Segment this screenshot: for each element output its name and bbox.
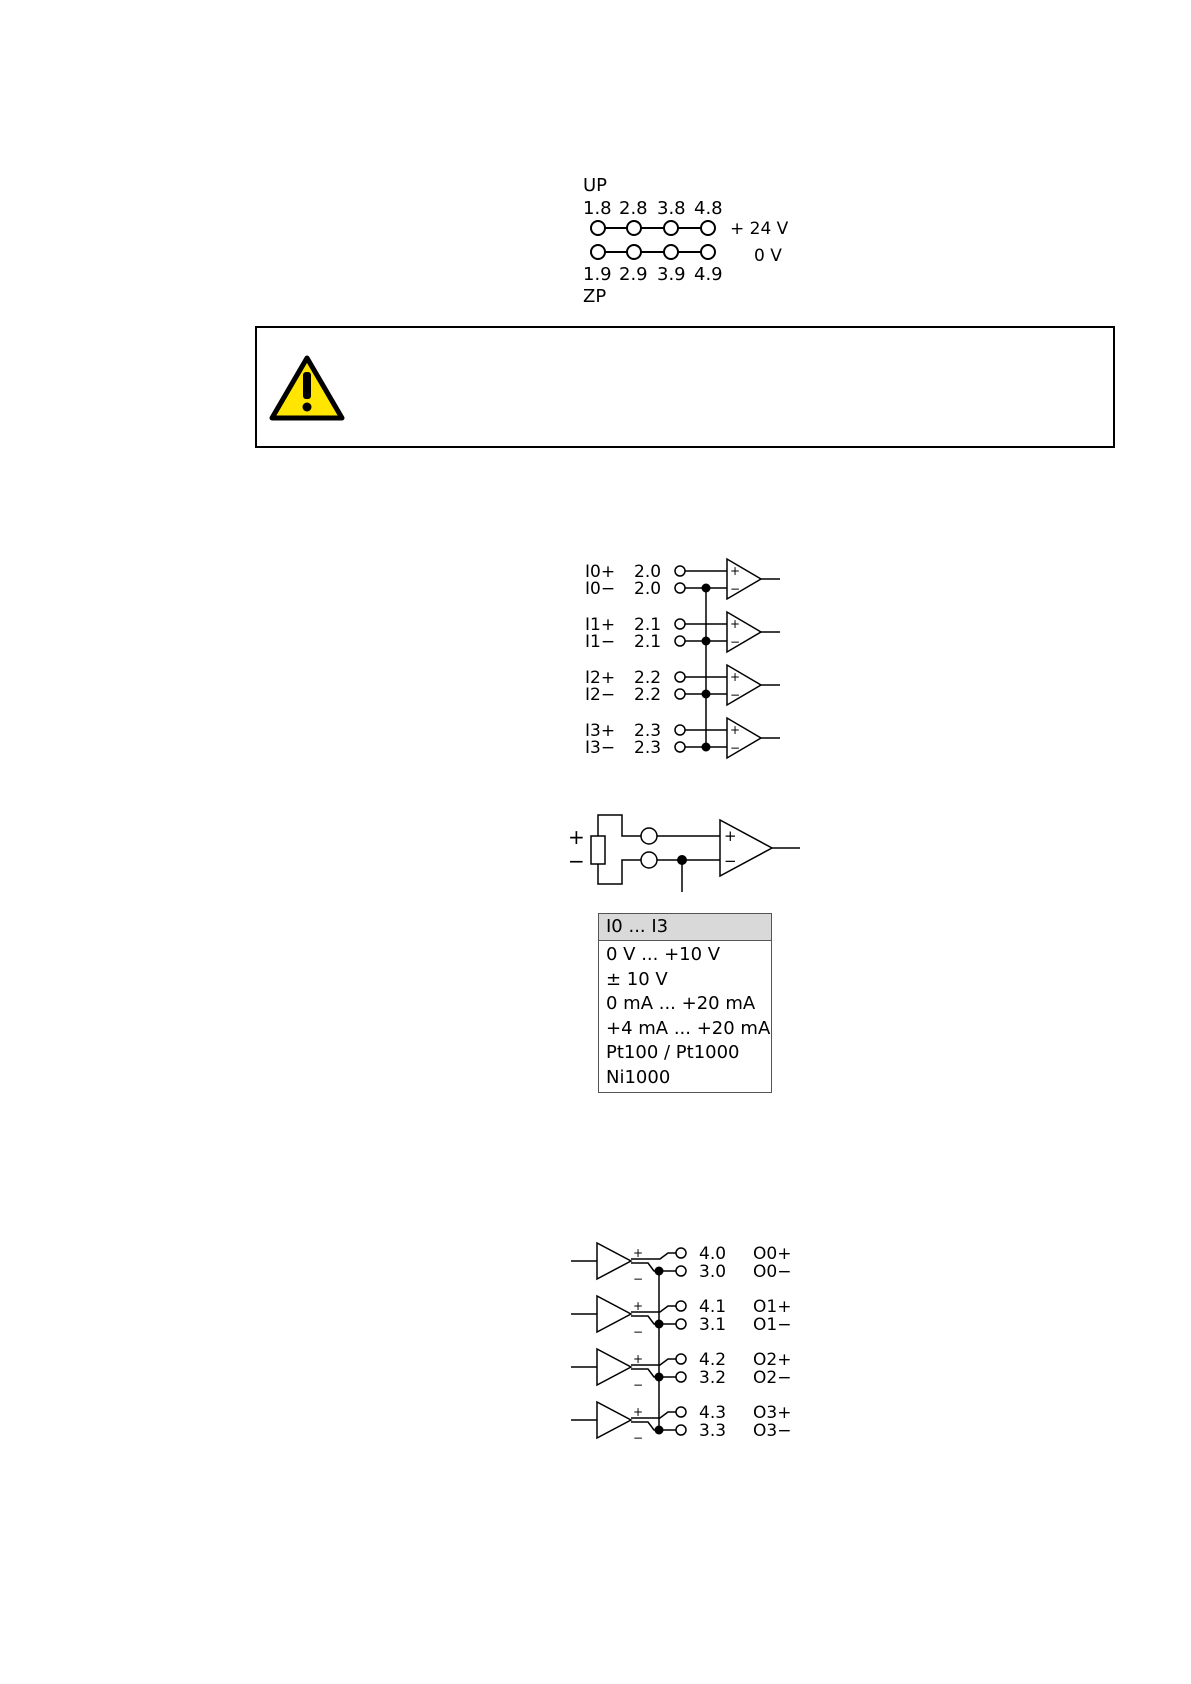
analog-inputs-diagram — [0, 540, 1191, 770]
output-opamp-minus: − — [633, 1325, 644, 1339]
terminal-circle — [701, 245, 715, 259]
sensor-junction-dot — [677, 855, 687, 865]
sensor-opamp-minus: − — [724, 852, 737, 870]
input-junction-dot — [702, 637, 711, 646]
output-minus-terminal: 3.1 — [699, 1315, 727, 1335]
terminal-4-8: 4.8 — [694, 198, 723, 219]
input-plus-terminal-circle — [675, 566, 685, 576]
output-opamp-minus: − — [633, 1378, 644, 1392]
input-junction-dot — [702, 743, 711, 752]
terminal-circle — [591, 245, 605, 259]
output-plus-label: O3+ — [753, 1403, 792, 1423]
input-minus-label: I3− — [585, 738, 616, 758]
input-opamp-plus: + — [730, 670, 741, 684]
output-plus-terminal: 4.2 — [699, 1350, 727, 1370]
terminal-circle — [627, 221, 641, 235]
input-plus-label: I3+ — [585, 721, 616, 741]
output-minus-label: O1− — [753, 1315, 792, 1335]
input-opamp-plus: + — [730, 617, 741, 631]
output-opamp-plus: + — [633, 1246, 644, 1260]
terminal-circle — [664, 245, 678, 259]
plus-24v-label: + 24 V — [730, 219, 789, 239]
sensor-plus-sign: + — [568, 825, 585, 849]
input-opamp-minus: − — [730, 741, 741, 755]
output-plus-label: O0+ — [753, 1244, 792, 1264]
terminal-1-9: 1.9 — [583, 264, 612, 285]
input-plus-terminal: 2.3 — [634, 721, 662, 741]
output-minus-wire — [631, 1263, 676, 1271]
output-channel-2 — [571, 1349, 791, 1392]
terminal-circle — [701, 221, 715, 235]
output-minus-wire — [631, 1316, 676, 1324]
terminal-3-9: 3.9 — [657, 264, 686, 285]
range-item: Ni1000 — [606, 1066, 671, 1088]
input-minus-label: I1− — [585, 632, 616, 652]
input-junction-dot — [702, 584, 711, 593]
output-opamp — [597, 1402, 631, 1438]
output-opamp-plus: + — [633, 1352, 644, 1366]
output-plus-terminal: 4.3 — [699, 1403, 727, 1423]
input-minus-label: I0− — [585, 579, 616, 599]
range-list — [599, 941, 771, 1090]
terminal-circle — [664, 221, 678, 235]
input-minus-terminal: 2.3 — [634, 738, 662, 758]
input-opamp-minus: − — [730, 635, 741, 649]
terminal-3-8: 3.8 — [657, 198, 686, 219]
output-opamp-minus: − — [633, 1272, 644, 1286]
plus-24v-bus — [591, 221, 715, 235]
output-minus-terminal-circle — [676, 1372, 686, 1382]
output-minus-terminal-circle — [676, 1425, 686, 1435]
terminal-circle — [627, 245, 641, 259]
input-plus-terminal-circle — [675, 672, 685, 682]
sensor-minus-sign: − — [568, 849, 585, 873]
output-minus-label: O0− — [753, 1262, 792, 1282]
output-minus-label: O2− — [753, 1368, 792, 1388]
input-minus-terminal-circle — [675, 689, 685, 699]
input-plus-terminal: 2.2 — [634, 668, 662, 688]
sensor-opamp-plus: + — [724, 827, 737, 845]
range-table-header: I0 ... I3 — [599, 914, 771, 941]
output-junction-dot — [655, 1426, 664, 1435]
output-minus-label: O3− — [753, 1421, 792, 1441]
input-minus-terminal-circle — [675, 742, 685, 752]
input-opamp-minus: − — [730, 582, 741, 596]
output-plus-terminal-circle — [676, 1354, 686, 1364]
sensor-connection-diagram — [0, 800, 1191, 900]
range-item: ± 10 V — [606, 968, 668, 990]
input-channel-1 — [585, 612, 780, 652]
output-minus-terminal: 3.2 — [699, 1368, 727, 1388]
terminal-2-9: 2.9 — [619, 264, 648, 285]
terminal-circle — [591, 221, 605, 235]
sensor-terminal-plus — [641, 828, 657, 844]
sensor-resistor — [591, 836, 605, 864]
input-junction-dot — [702, 690, 711, 699]
output-minus-terminal: 3.3 — [699, 1421, 727, 1441]
output-plus-terminal-circle — [676, 1248, 686, 1258]
range-item: 0 mA ... +20 mA — [606, 993, 756, 1014]
input-plus-label: I0+ — [585, 562, 616, 582]
output-plus-terminal-circle — [676, 1301, 686, 1311]
output-minus-wire — [631, 1369, 676, 1377]
output-minus-terminal-circle — [676, 1319, 686, 1329]
input-minus-terminal-circle — [675, 636, 685, 646]
output-plus-terminal: 4.1 — [699, 1297, 727, 1317]
output-plus-terminal-circle — [676, 1407, 686, 1417]
range-item: 0 V ... +10 V — [606, 944, 721, 965]
input-minus-terminal: 2.2 — [634, 685, 662, 705]
range-item: Pt100 / Pt1000 — [606, 1042, 740, 1063]
supply-terminal-diagram — [0, 0, 1191, 320]
input-channel-2 — [585, 665, 780, 705]
output-opamp — [597, 1349, 631, 1385]
input-plus-terminal-circle — [675, 725, 685, 735]
range-item: +4 mA ... +20 mA — [606, 1017, 771, 1039]
input-plus-terminal-circle — [675, 619, 685, 629]
terminal-2-8: 2.8 — [619, 198, 648, 219]
output-channel-3 — [571, 1402, 791, 1445]
up-label: UP — [583, 175, 608, 196]
input-minus-terminal-circle — [675, 583, 685, 593]
output-opamp — [597, 1243, 631, 1279]
input-channel-3 — [585, 718, 780, 758]
input-plus-terminal: 2.1 — [634, 615, 662, 635]
sensor-wire-top — [598, 815, 641, 836]
input-range-table — [598, 913, 772, 1093]
zero-v-label: 0 V — [754, 246, 782, 266]
warning-box — [255, 326, 1115, 448]
zero-v-bus — [591, 245, 715, 259]
output-plus-terminal: 4.0 — [699, 1244, 727, 1264]
output-opamp-plus: + — [633, 1299, 644, 1313]
zp-label: ZP — [583, 286, 607, 307]
input-opamp-minus: − — [730, 688, 741, 702]
sensor-terminal-minus — [641, 852, 657, 868]
terminal-1-8: 1.8 — [583, 198, 612, 219]
output-plus-label: O1+ — [753, 1297, 792, 1317]
analog-outputs-diagram — [0, 1230, 1191, 1460]
output-junction-dot — [655, 1320, 664, 1329]
output-minus-terminal: 3.0 — [699, 1262, 727, 1282]
input-opamp-plus: + — [730, 723, 741, 737]
output-plus-label: O2+ — [753, 1350, 792, 1370]
input-plus-terminal: 2.0 — [634, 562, 662, 582]
input-channel-0 — [585, 559, 780, 599]
input-plus-label: I2+ — [585, 668, 616, 688]
terminal-4-9: 4.9 — [694, 264, 723, 285]
output-opamp-minus: − — [633, 1431, 644, 1445]
output-channel-0 — [571, 1243, 791, 1286]
input-minus-label: I2− — [585, 685, 616, 705]
output-minus-terminal-circle — [676, 1266, 686, 1276]
output-junction-dot — [655, 1373, 664, 1382]
output-channel-1 — [571, 1296, 791, 1339]
input-minus-terminal: 2.1 — [634, 632, 662, 652]
input-plus-label: I1+ — [585, 615, 616, 635]
input-minus-terminal: 2.0 — [634, 579, 662, 599]
output-opamp — [597, 1296, 631, 1332]
output-junction-dot — [655, 1267, 664, 1276]
output-opamp-plus: + — [633, 1405, 644, 1419]
input-opamp-plus: + — [730, 564, 741, 578]
warning-triangle-icon — [269, 354, 345, 422]
output-minus-wire — [631, 1422, 676, 1430]
